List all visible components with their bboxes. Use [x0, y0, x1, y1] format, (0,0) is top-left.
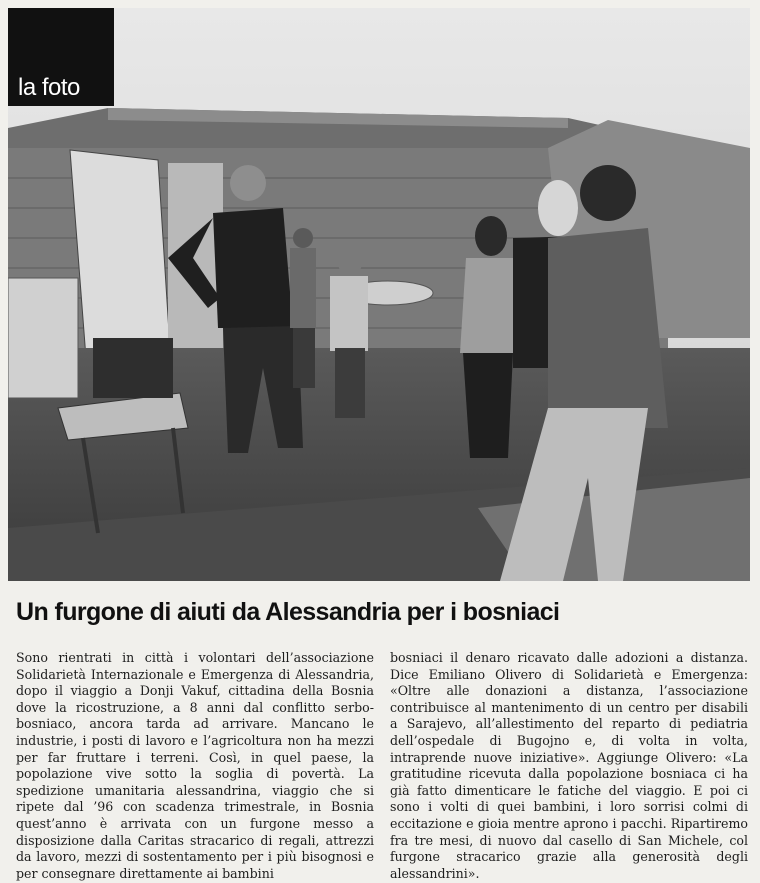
- news-photo: [8, 8, 750, 581]
- article-headline: Un furgone di aiuti da Alessandria per i bosniaci: [16, 598, 560, 626]
- section-tag: [8, 8, 114, 106]
- article-column-right: bosniaci il denaro ricavato dalle adozioni a distanza. Dice Emiliano Olivero di Solidarietà e Emergenza: «Oltre alle donazioni a distanza, l’associazione contribuisce al mantenimento di un centro per disabili a Sarajevo, all’allestimento del reparto di pediatria dell’ospedale di Bugojno e, di volta in volta, intraprende nuove iniziative». Aggiunge Olivero: «La gratitudine ricevuta dalla popolazione bosniaca ci ha già fatto dimenticare le fatiche del viaggio. E poi ci sono i volti di quei bambini, i loro sorrisi colmi di eccitazione e gioia mentre aprono i pacchi. Ripartiremo fra tre mesi, di nuovo dal casello di San Michele, col furgone stracarico grazie alla generosità degli alessandrini».: [390, 650, 748, 881]
- article-column-left: Sono rientrati in città i volontari dell’associazione Solidarietà Internazionale e Emergenza di Alessandria, dopo il viaggio a Donji Vakuf, cittadina della Bosnia dove la ricostruzione, a 8 anni dal conflitto serbo-bosniaco, ancora tarda ad arrivare. Mancano le industrie, i posti di lavoro e l’agricoltura non ha mezzi per far fruttare i terreni. Così, in quel paese, la popolazione vive sotto la soglia di povertà. La spedizione umanitaria alessandrina, viaggio che si ripete dal ’96 con scadenza trimestrale, in Bosnia quest’anno è arrivata con un furgone messo a disposizione dalla Caritas stracarico di regali, attrezzi da lavoro, mezzi di sostentamento per i più bisognosi e per consegnare direttamente ai bambini: [16, 650, 374, 881]
- section-tag-label: la foto: [18, 74, 80, 101]
